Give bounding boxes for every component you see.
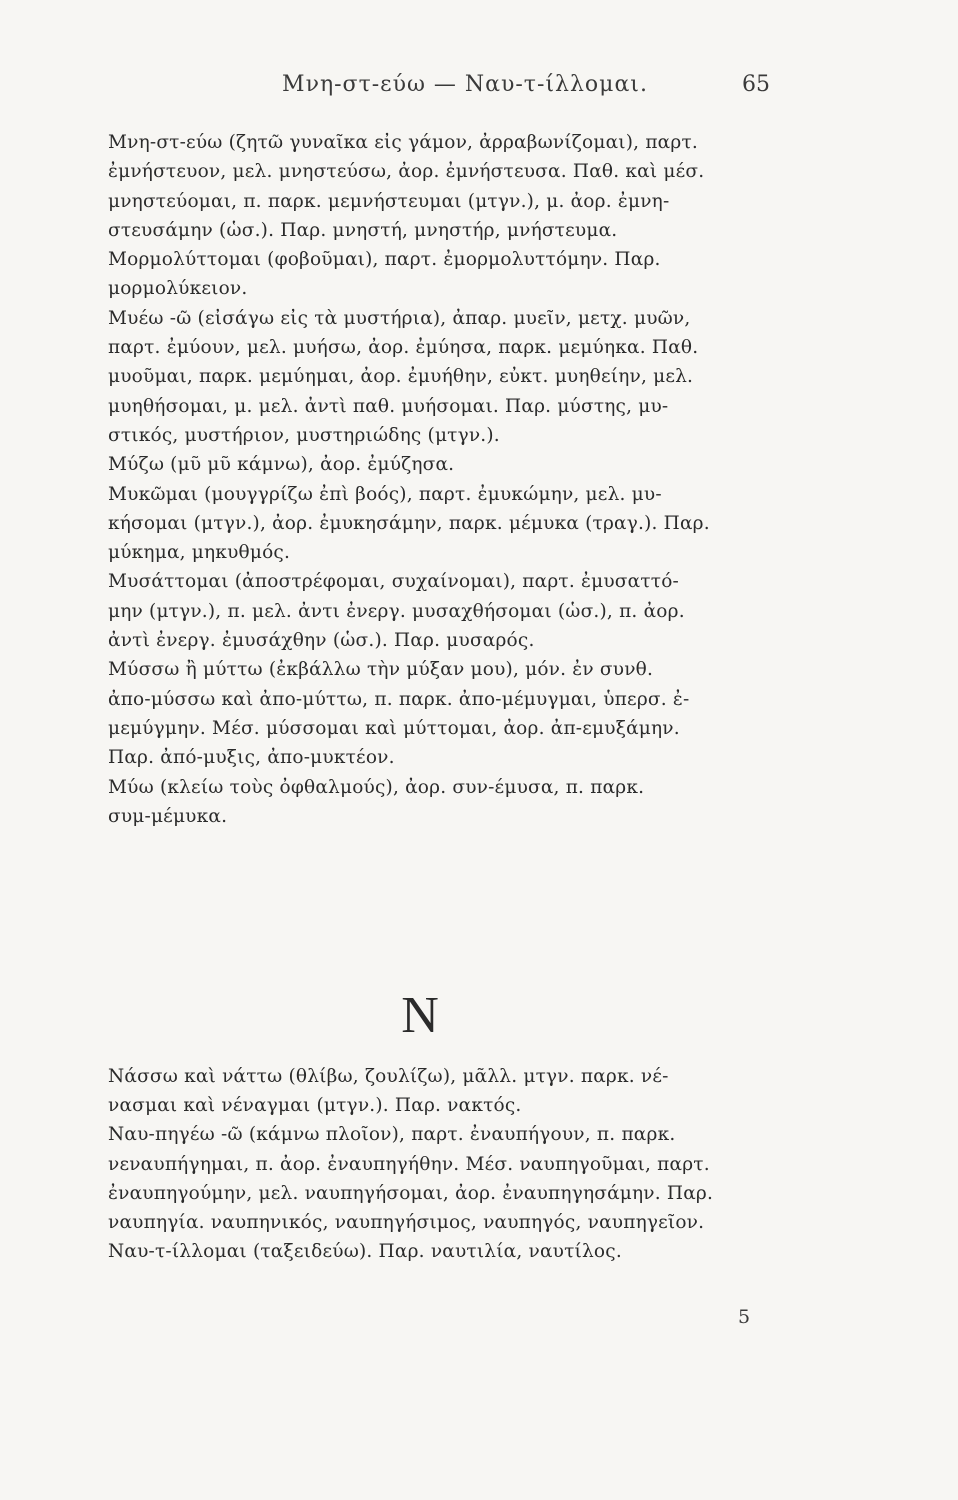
running-title: Μνη-στ-εύω — Ναυ-τ-ίλλομαι. xyxy=(282,72,648,97)
text-line: ἀντὶ ἐνεργ. ἐμυσάχθην (ὡσ.). Παρ. μυσαρός. xyxy=(108,630,535,652)
text-line: παρτ. ἐμύουν, μελ. μυήσω, ἀορ. ἐμύησα, παρκ. μεμύηκα. Παθ. xyxy=(108,337,699,359)
text-line: ναυπηγία. ναυπηνικός, ναυπηγήσιμος, ναυπηγός, ναυπηγεῖον. xyxy=(108,1211,705,1233)
text-line: Νάσσω καὶ νάττω (θλίβω, ζουλίζω), μᾶλλ. μτγν. παρκ. νέ- xyxy=(108,1066,669,1087)
text-line: κήσομαι (μτγν.), ἀορ. ἐμυκησάμην, παρκ. μέμυκα (τραγ.). Παρ. xyxy=(108,512,710,534)
text-line: στευσάμην (ὡσ.). Παρ. μνηστή, μνηστήρ, μνήστευμα. xyxy=(108,219,618,241)
text-line: ἀπο-μύσσω καὶ ἀπο-μύττω, π. παρκ. ἀπο-μέμυγμαι, ὑπερσ. ἐ- xyxy=(108,688,690,710)
text-line: μην (μτγν.), π. μελ. ἀντι ἐνεργ. μυσαχθήσομαι (ὡσ.), π. ἀορ. xyxy=(108,600,685,622)
text-line: Μνη-στ-εύω (ζητῶ γυναῖκα εἰς γάμον, ἀρραβωνίζομαι), παρτ. xyxy=(108,132,698,153)
text-line: νασμαι καὶ νέναγμαι (μτγν.). Παρ. νακτός. xyxy=(108,1095,522,1117)
text-line: Μύζω (μῦ μῦ κάμνω), ἀορ. ἐμύζησα. xyxy=(108,454,455,476)
text-line: Παρ. ἀπό-μυξις, ἀπο-μυκτέον. xyxy=(108,747,395,769)
text-line: Ναυ-πηγέω -ῶ (κάμνω πλοῖον), παρτ. ἐναυπήγουν, π. παρκ. xyxy=(108,1124,676,1146)
text-line: Μυέω -ῶ (εἰσάγω εἰς τὰ μυστήρια), ἀπαρ. μυεῖν, μετχ. μυῶν, xyxy=(108,307,691,329)
text-line: Μορμολύττομαι (φοβοῦμαι), παρτ. ἐμορμολυττόμην. Παρ. xyxy=(108,249,661,271)
text-line: μυηθήσομαι, μ. μελ. ἀντὶ παθ. μυήσομαι. Παρ. μύστης, μυ- xyxy=(108,395,669,417)
entries-block-n xyxy=(108,1062,766,1266)
text-line: Μυσάττομαι (ἀποστρέφομαι, συχαίνομαι), παρτ. ἐμυσαττό- xyxy=(108,571,679,593)
text-line: συμ-μέμυκα. xyxy=(108,805,228,827)
text-line: νεναυπήγημαι, π. ἀορ. ἐναυπηγήθην. Μέσ. ναυπηγοῦμαι, παρτ. xyxy=(108,1153,710,1175)
section-heading-letter: N xyxy=(401,987,439,1044)
text-line: Μυκῶμαι (μουγγρίζω ἐπὶ βοός), παρτ. ἐμυκώμην, μελ. μυ- xyxy=(108,483,662,505)
text-line: Ναυ-τ-ίλλομαι (ταξειδεύω). Παρ. ναυτιλία, ναυτίλος. xyxy=(108,1241,622,1263)
text-line: μνηστεύομαι, π. παρκ. μεμνήστευμαι (μτγν.), μ. ἀορ. ἐμνη- xyxy=(108,190,670,212)
text-line: ἐμνήστευον, μελ. μνηστεύσω, ἀορ. ἐμνήστευσα. Παθ. καὶ μέσ. xyxy=(108,161,705,183)
signature-mark: 5 xyxy=(738,1306,751,1328)
text-line: μεμύγμην. Μέσ. μύσσομαι καὶ μύττομαι, ἀορ. ἀπ-εμυξάμην. xyxy=(108,717,680,739)
page-number: 65 xyxy=(742,72,770,97)
text-line: ἐναυπηγούμην, μελ. ναυπηγήσομαι, ἀορ. ἐναυπηγησάμην. Παρ. xyxy=(108,1182,714,1204)
text-line: μυοῦμαι, παρκ. μεμύημαι, ἀορ. ἐμυήθην, εὐκτ. μυηθείην, μελ. xyxy=(108,366,694,388)
text-line: στικός, μυστήριον, μυστηριώδης (μτγν.). xyxy=(108,424,500,446)
text-line: μορμολύκειον. xyxy=(108,278,248,300)
text-line: Μύσσω ἢ μύττω (ἐκβάλλω τὴν μύξαν μου), μόν. ἐν συνθ. xyxy=(108,659,654,681)
entries-block-m xyxy=(108,128,766,831)
text-line: Μύω (κλείω τοὺς ὀφθαλμούς), ἀορ. συν-έμυσα, π. παρκ. xyxy=(108,776,645,798)
text-line: μύκημα, μηκυθμός. xyxy=(108,542,291,564)
